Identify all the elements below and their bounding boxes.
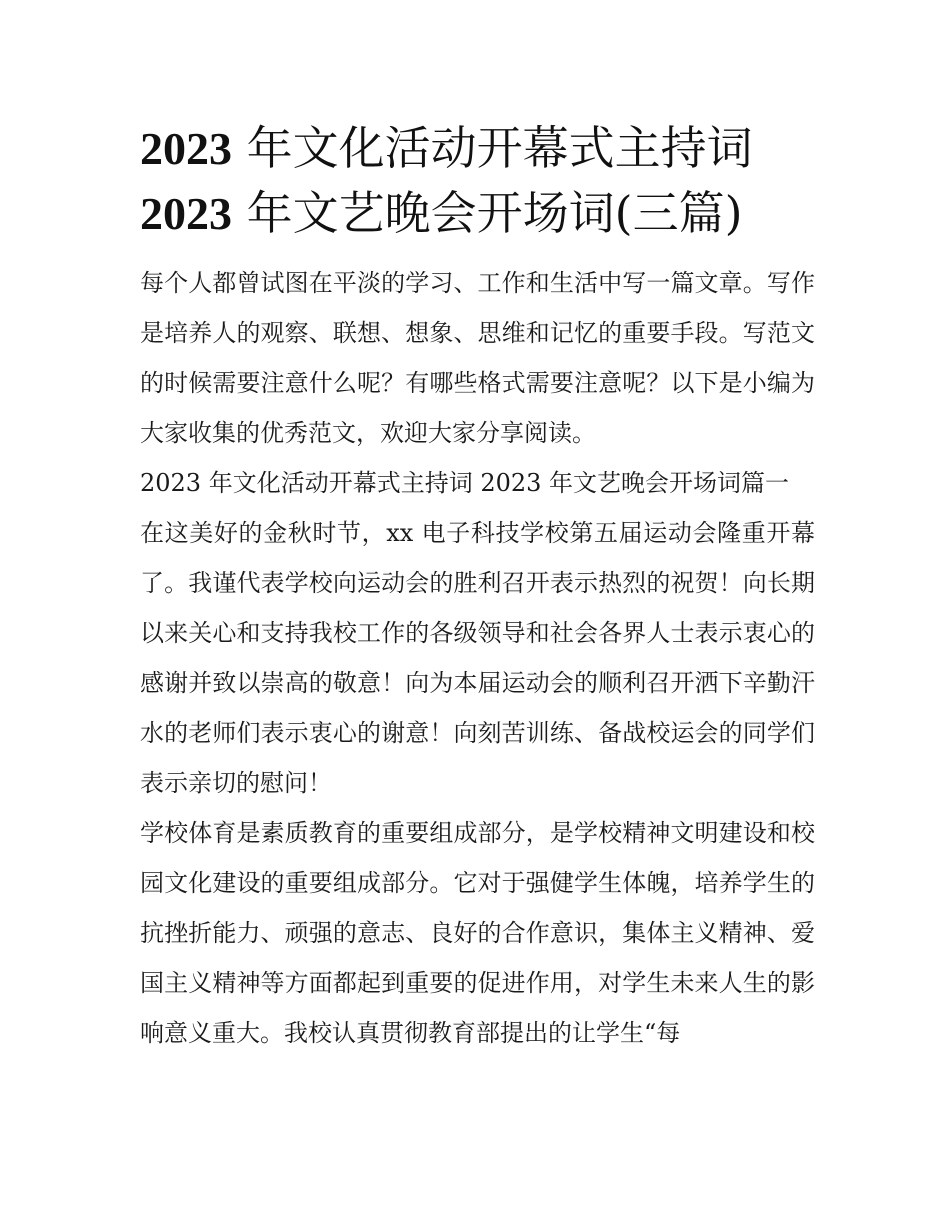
document-title — [140, 116, 815, 246]
intro-paragraph: 每个人都曾试图在平淡的学习、工作和生活中写一篇文章。写作是培养人的观察、联想、想象、思维和记忆的重要手段。写范文的时候需要注意什么呢？有哪些格式需要注意呢？以下是小编为大家收集的优秀范文，欢迎大家分享阅读。 — [140, 269, 815, 447]
title-line-2-year: 2023 — [140, 188, 232, 239]
body-paragraph-1: 在这美好的金秋时节，xx 电子科技学校第五届运动会隆重开幕了。我谨代表学校向运动会的胜利召开表示热烈的祝贺！向长期以来关心和支持我校工作的各级领导和社会各界人士表示衷心的感谢并致以崇高的敬意！向为本届运动会的顺利召开洒下辛勤汗水的老师们表示衷心的谢意！向刻苦训练、备战校运会的同学们表示亲切的慰问！ — [140, 519, 815, 797]
section-heading: 2023 年文化活动开幕式主持词 2023 年文艺晚会开场词篇一 — [140, 469, 790, 497]
title-line-2 — [140, 181, 815, 246]
title-line-1-year: 2023 — [140, 123, 232, 174]
title-line-1-text: 年文化活动开幕式主持词 — [232, 121, 753, 175]
document-content — [140, 116, 815, 1058]
body-paragraph-2: 学校体育是素质教育的重要组成部分，是学校精神文明建设和校园文化建设的重要组成部分。它对于强健学生体魄，培养学生的抗挫折能力、顽强的意志、良好的合作意识，集体主义精神、爱国主义精神等方面都起到重要的促进作用，对学生未来人生的影响意义重大。我校认真贯彻教育部提出的让学生“每 — [140, 819, 815, 1047]
title-line-2-text: 年文艺晚会开场词(三篇) — [232, 186, 743, 240]
title-line-1 — [140, 116, 815, 181]
